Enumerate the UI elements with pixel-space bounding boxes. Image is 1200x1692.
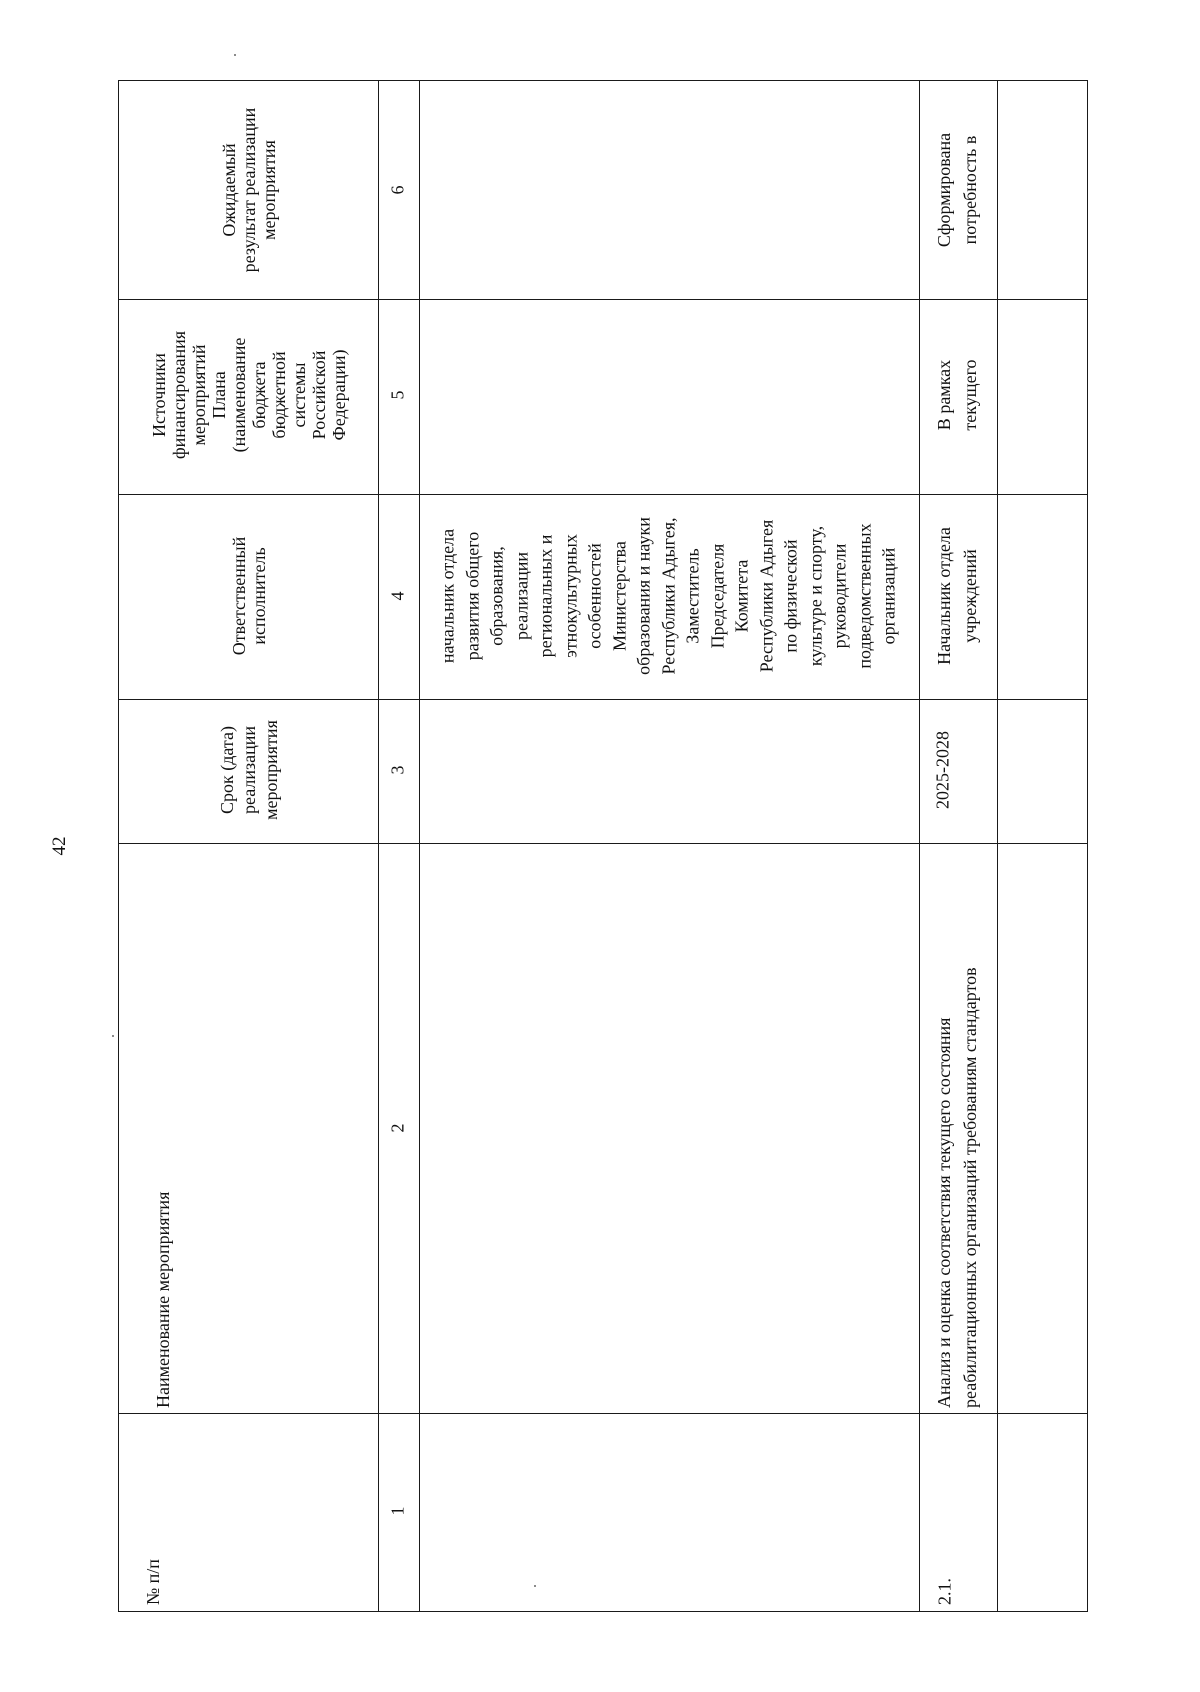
- table-rule: [119, 843, 1087, 844]
- scan-speck: [112, 1035, 114, 1037]
- row-2-1-name: Анализ и оценка соответствия текущего состояния реабилитационных организаций требованиям стандартов: [934, 967, 980, 1408]
- header-deadline: Срок (дата) реализации мероприятия: [217, 720, 281, 820]
- column-number-5: 5: [387, 390, 408, 400]
- header-sources: Источники финансирования мероприятий Плана (наименование бюджета бюджетной системы Российской Федерации): [149, 331, 349, 459]
- row-2-1-num: 2.1.: [934, 1578, 955, 1605]
- row-2-1-sources: В рамках текущего: [934, 359, 980, 431]
- continuation-responsible: начальник отдела развития общего образования, реализации региональных и этнокультурных особенностей Министерства образования и науки Республики Адыгея, Заместитель Председателя Комитета Республики Адыгея по физической культуре и спорту, руководители подведомственных организаций: [437, 517, 899, 675]
- column-number-2: 2: [387, 1123, 408, 1133]
- table-rule: [119, 494, 1087, 495]
- row-2-1-result: Сформирована потребность в: [934, 132, 980, 248]
- header-result: Ожидаемый результат реализации мероприятия: [219, 107, 279, 273]
- table-rule: [378, 81, 379, 1611]
- column-number-1: 1: [387, 1506, 408, 1516]
- table-rule: [419, 81, 420, 1611]
- header-name: Наименование мероприятия: [153, 1191, 173, 1408]
- table-rule: [919, 81, 920, 1611]
- table-rule: [997, 81, 998, 1611]
- row-2-1-responsible: Начальник отдела учреждений: [934, 527, 980, 665]
- column-number-6: 6: [387, 185, 408, 195]
- header-num: № п/п: [143, 1559, 163, 1605]
- page-number: 42: [49, 836, 70, 856]
- row-2-1-deadline: 2025-2028: [932, 731, 953, 809]
- scan-speck: [234, 54, 236, 56]
- header-responsible: Ответственный исполнитель: [229, 536, 269, 656]
- table-rule: [119, 1413, 1087, 1414]
- column-number-3: 3: [387, 765, 408, 775]
- column-number-4: 4: [387, 591, 408, 601]
